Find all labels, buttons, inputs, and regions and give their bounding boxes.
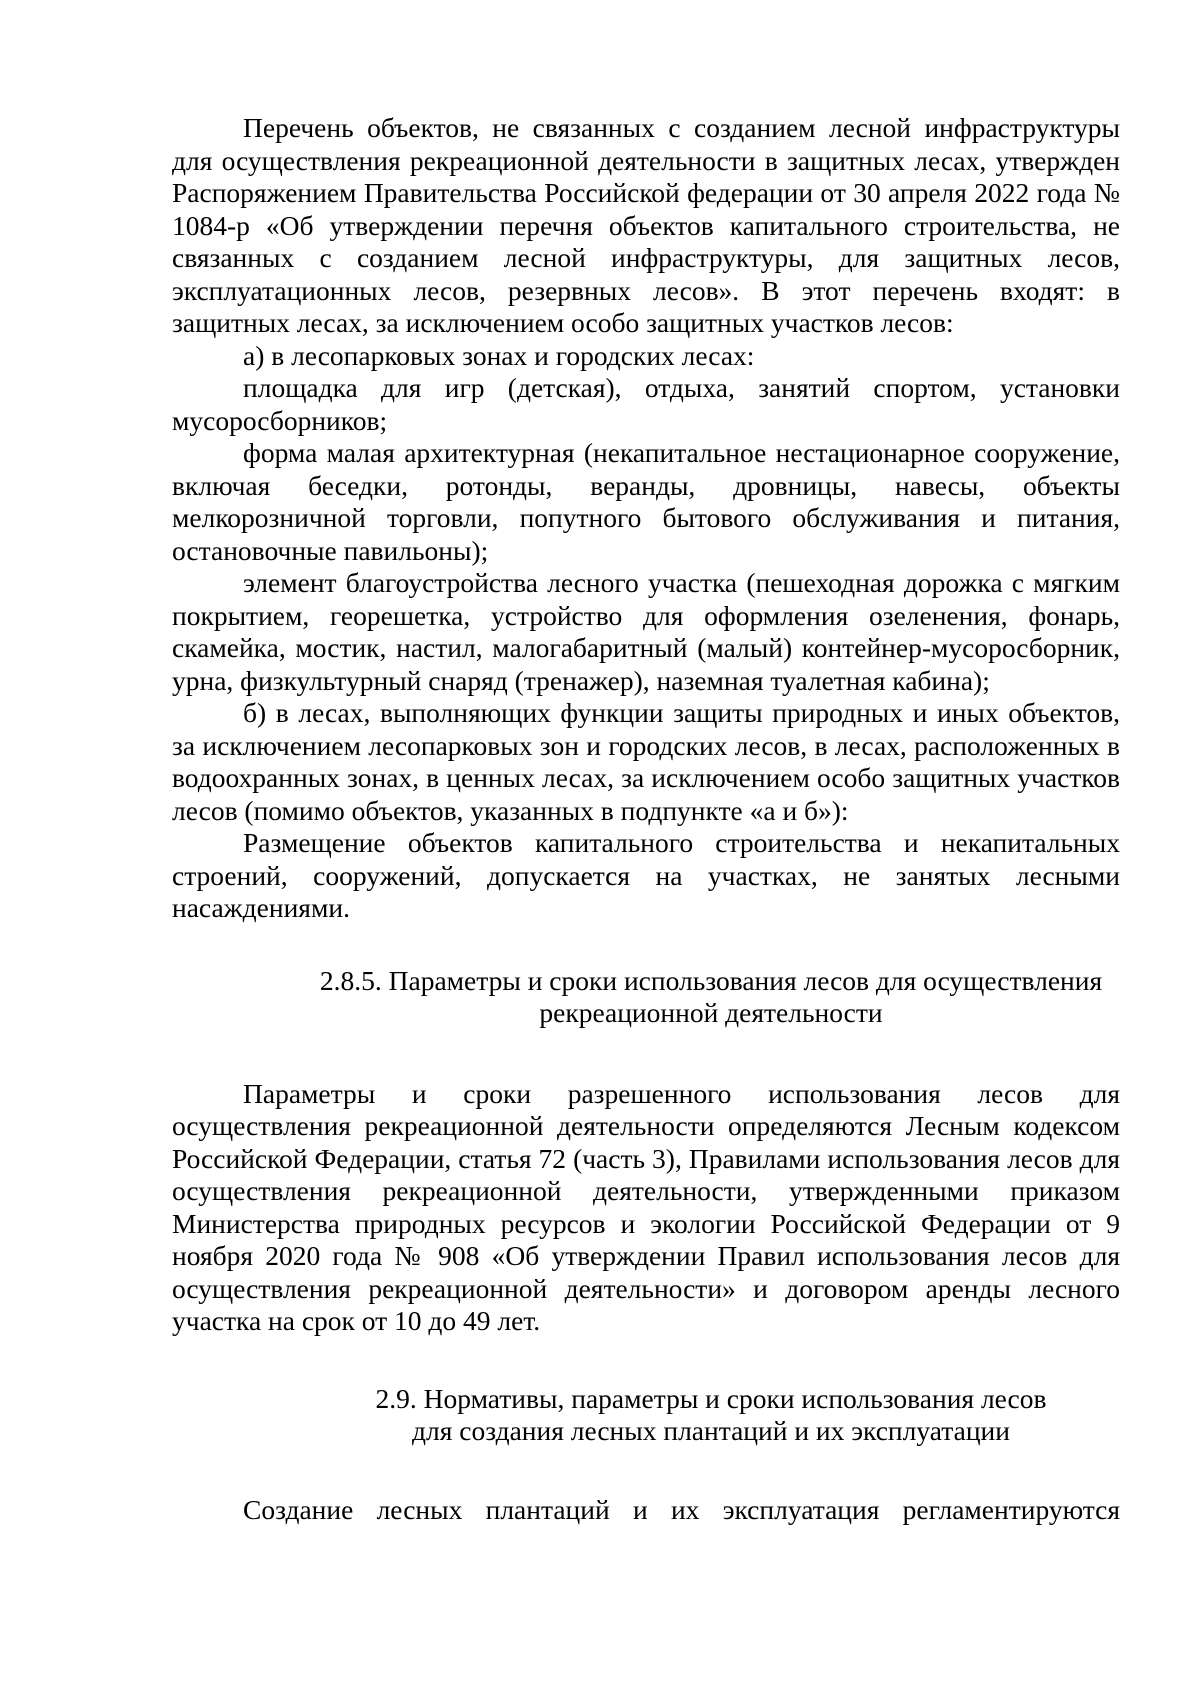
paragraph-recreation-params: Параметры и сроки разрешенного использования лесов для осуществления рекреационной деятельности определяются Лесным кодексом Российской Федерации, статья 72 (часть 3), Правилами использования лесов для осуществления рекреационной деятельности, утвержденными приказом Министерства природных ресурсов и экологии Российской Федерации от 9 ноября 2020 года № 908 «Об утверждении Правил использования лесов для осуществления рекреационной деятельности» и договором аренды лесного участка на срок от 10 до 49 лет. xyxy=(172,1077,1120,1336)
paragraph-item-b: б) в лесах, выполняющих функции защиты природных и иных объектов, за исключением лесопарковых зон и городских лесов, в лесах, расположенных в водоохранных зонах, в ценных лесах, за исключением особо защитных участков лесов (помимо объектов, указанных в подпункте «а и б»): xyxy=(172,697,1120,826)
section-heading-2-9-line1: 2.9. Нормативы, параметры и сроки использования лесов xyxy=(375,1382,1047,1414)
section-heading-2-9-line2: для создания лесных плантаций и их эксплуатации xyxy=(412,1415,1010,1446)
paragraph-plantations: Создание лесных плантаций и их эксплуатация регламентируются xyxy=(243,1493,1120,1525)
paragraph-small-architecture: форма малая архитектурная (некапитальное нестационарное сооружение, включая беседки, ротонды, веранды, дровницы, навесы, объекты мелкорозничной торговли, попутного бытового обслуживания и питания, остановочные павильоны); xyxy=(172,437,1120,566)
document-page xyxy=(172,112,1120,1526)
section-heading-2-8-5 xyxy=(172,965,1120,1030)
section-heading-2-9 xyxy=(172,1383,1120,1448)
paragraph-placement: Размещение объектов капитального строительства и некапитальных строений, сооружений, допускается на участках, не занятых лесными насаждениями. xyxy=(172,827,1120,923)
section-heading-2-8-5-line1: 2.8.5. Параметры и сроки использования лесов для осуществления xyxy=(319,964,1103,996)
section-heading-2-8-5-line2: рекреационной деятельности xyxy=(539,997,883,1028)
paragraph-objects-list: Перечень объектов, не связанных с созданием лесной инфраструктуры для осуществления рекреационной деятельности в защитных лесах, утвержден Распоряжением Правительства Российской федерации от 30 апреля 2022 года № 1084-р «Об утверждении перечня объектов капитального строительства, не связанных с созданием лесной инфраструктуры, для защитных лесов, эксплуатационных лесов, резервных лесов». В этот перечень входят: в защитных лесах, за исключением особо защитных участков лесов: xyxy=(172,112,1120,338)
paragraph-playground: площадка для игр (детская), отдыха, занятий спортом, установки мусоросборников; xyxy=(172,372,1120,436)
paragraph-item-a: а) в лесопарковых зонах и городских лесах: xyxy=(243,339,755,371)
paragraph-improvement-element: элемент благоустройства лесного участка (пешеходная дорожка с мягким покрытием, георешетка, устройство для оформления озеленения, фонарь, скамейка, мостик, настил, малогабаритный (малый) контейнер-мусоросборник, урна, физкультурный снаряд (тренажер), наземная туалетная кабина); xyxy=(172,567,1120,696)
